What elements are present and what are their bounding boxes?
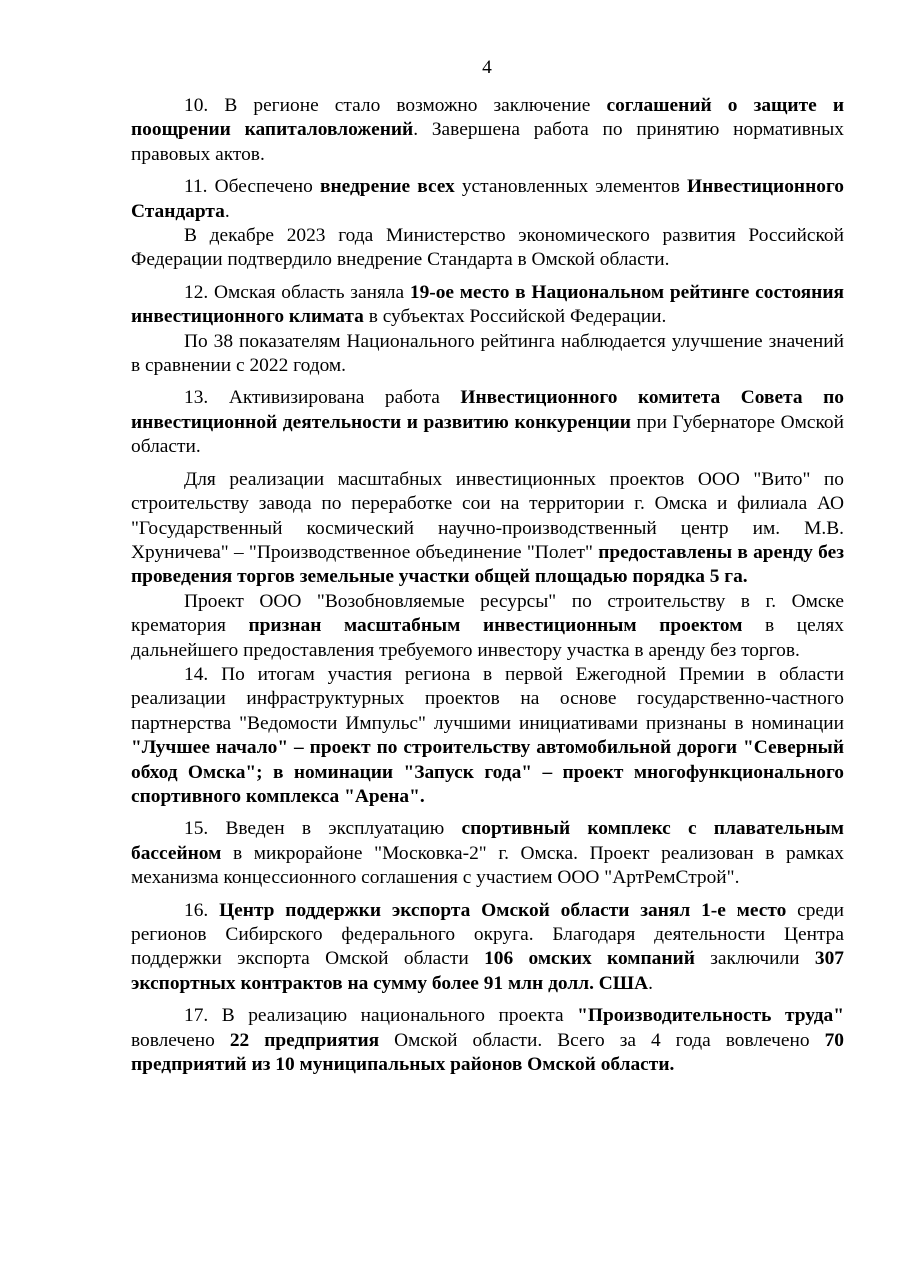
text-run: 13. Активизирована работа: [184, 387, 461, 409]
bold-text-run: "Лучшее начало" – проект по строительству автомобильной дороги "Северный обход Омска"; в номинации "Запуск года" – проект многофункционального спортивного комплекса "Арена".: [131, 737, 844, 807]
text-run: . Завершена работа по принятию нормативных правовых актов.: [131, 119, 844, 165]
paragraph-item-11-detail: [131, 224, 844, 273]
bold-text-run: предоставлены в аренду без проведения торгов земельные участки общей площадью порядка 5 га.: [131, 541, 844, 588]
paragraph-item-12: [131, 281, 844, 330]
text-run: в субъектах Российской Федерации.: [363, 306, 667, 328]
text-run: 15. Введен в эксплуатацию: [184, 818, 462, 840]
paragraph-item-12-detail: [131, 330, 844, 379]
text-run: .: [224, 200, 230, 222]
bold-text-run: 106 омских компаний: [484, 948, 695, 970]
text-run: 17. В реализацию национального проекта: [184, 1005, 578, 1027]
paragraph-item-13-crematorium: [131, 590, 844, 663]
bold-text-run: Центр поддержки экспорта Омской области занял 1-е место: [219, 899, 787, 921]
text-run: при Губернаторе Омской области.: [131, 411, 844, 458]
paragraph-item-17: [131, 1004, 844, 1077]
text-run: Омской области. Всего за 4 года вовлечено: [379, 1029, 825, 1051]
bold-text-run: "Производительность труда": [577, 1005, 844, 1027]
text-run: В декабре 2023 года Министерство экономического развития Российской Федерации подтвердило внедрение Стандарта в Омской области.: [131, 225, 844, 271]
text-run: Проект ООО "Возобновляемые ресурсы" по строительству в г. Омске крематория: [131, 590, 844, 637]
bold-text-run: 19-ое место в Национальном рейтинге состояния инвестиционного климата: [131, 281, 844, 328]
bold-text-run: Инвестиционного Стандарта: [131, 176, 844, 222]
text-run: 12. Омская область заняла: [184, 281, 410, 303]
page-number: 4: [482, 57, 492, 78]
text-run: вовлечено: [131, 1029, 230, 1051]
paragraph-item-16: [131, 899, 844, 997]
paragraph-item-13: [131, 386, 844, 459]
bold-text-run: 70 предприятий из 10 муниципальных районов Омской области.: [131, 1029, 844, 1076]
bold-text-run: спортивный комплекс с плавательным бассейном: [131, 818, 845, 864]
paragraph-item-13-land: [131, 468, 844, 590]
text-run: Для реализации масштабных инвестиционных проектов ООО "Вито" по строительству завода по переработке сои на территории г. Омска и филиала АО "Государственный космический научно-производственный центр им. М.В. Хруничева" – "Производственное объединение "Полет": [131, 468, 844, 563]
text-run: 14. По итогам участия региона в первой Ежегодной Премии в области реализации инфраструктурных проектов на основе государственно-частного партнерства "Ведомости Импульс" лучшими инициативами признаны в номинации: [131, 663, 844, 734]
text-run: 11. Обеспечено: [184, 176, 320, 198]
bold-text-run: признан масштабным инвестиционным проектом: [248, 615, 743, 637]
bold-text-run: соглашений о защите и поощрении капиталовложений: [131, 95, 845, 141]
paragraph-item-10: [131, 94, 844, 167]
bold-text-run: Инвестиционного комитета Совета по инвестиционной деятельности и развитию конкуренции: [131, 387, 844, 433]
text-run: .: [648, 972, 653, 994]
bold-text-run: внедрение всех: [320, 176, 455, 198]
bold-text-run: 307 экспортных контрактов на сумму более 91 млн долл. США: [131, 948, 844, 994]
text-run: среди регионов Сибирского федерального округа. Благодаря деятельности Центра поддержки экспорта Омской области: [131, 899, 845, 970]
paragraph-item-15: [131, 817, 844, 890]
text-run: заключили: [694, 948, 815, 970]
text-run: установленных элементов: [454, 176, 688, 198]
text-run: в микрорайоне "Московка-2" г. Омска. Проект реализован в рамках механизма концессионного соглашения с участием ООО "АртРемСтрой".: [131, 842, 844, 889]
text-run: По 38 показателям Национального рейтинга наблюдается улучшение значений в сравнении с 2022 годом.: [131, 330, 844, 377]
text-run: в целях дальнейшего предоставления требуемого инвестору участка в аренду без торгов.: [131, 615, 844, 661]
text-run: 16.: [184, 899, 220, 921]
text-run: 10. В регионе стало возможно заключение: [184, 95, 607, 116]
bold-text-run: 22 предприятия: [229, 1029, 380, 1051]
paragraph-item-11: [131, 175, 844, 224]
document-body: [131, 94, 844, 1077]
paragraph-item-14: [131, 663, 844, 809]
